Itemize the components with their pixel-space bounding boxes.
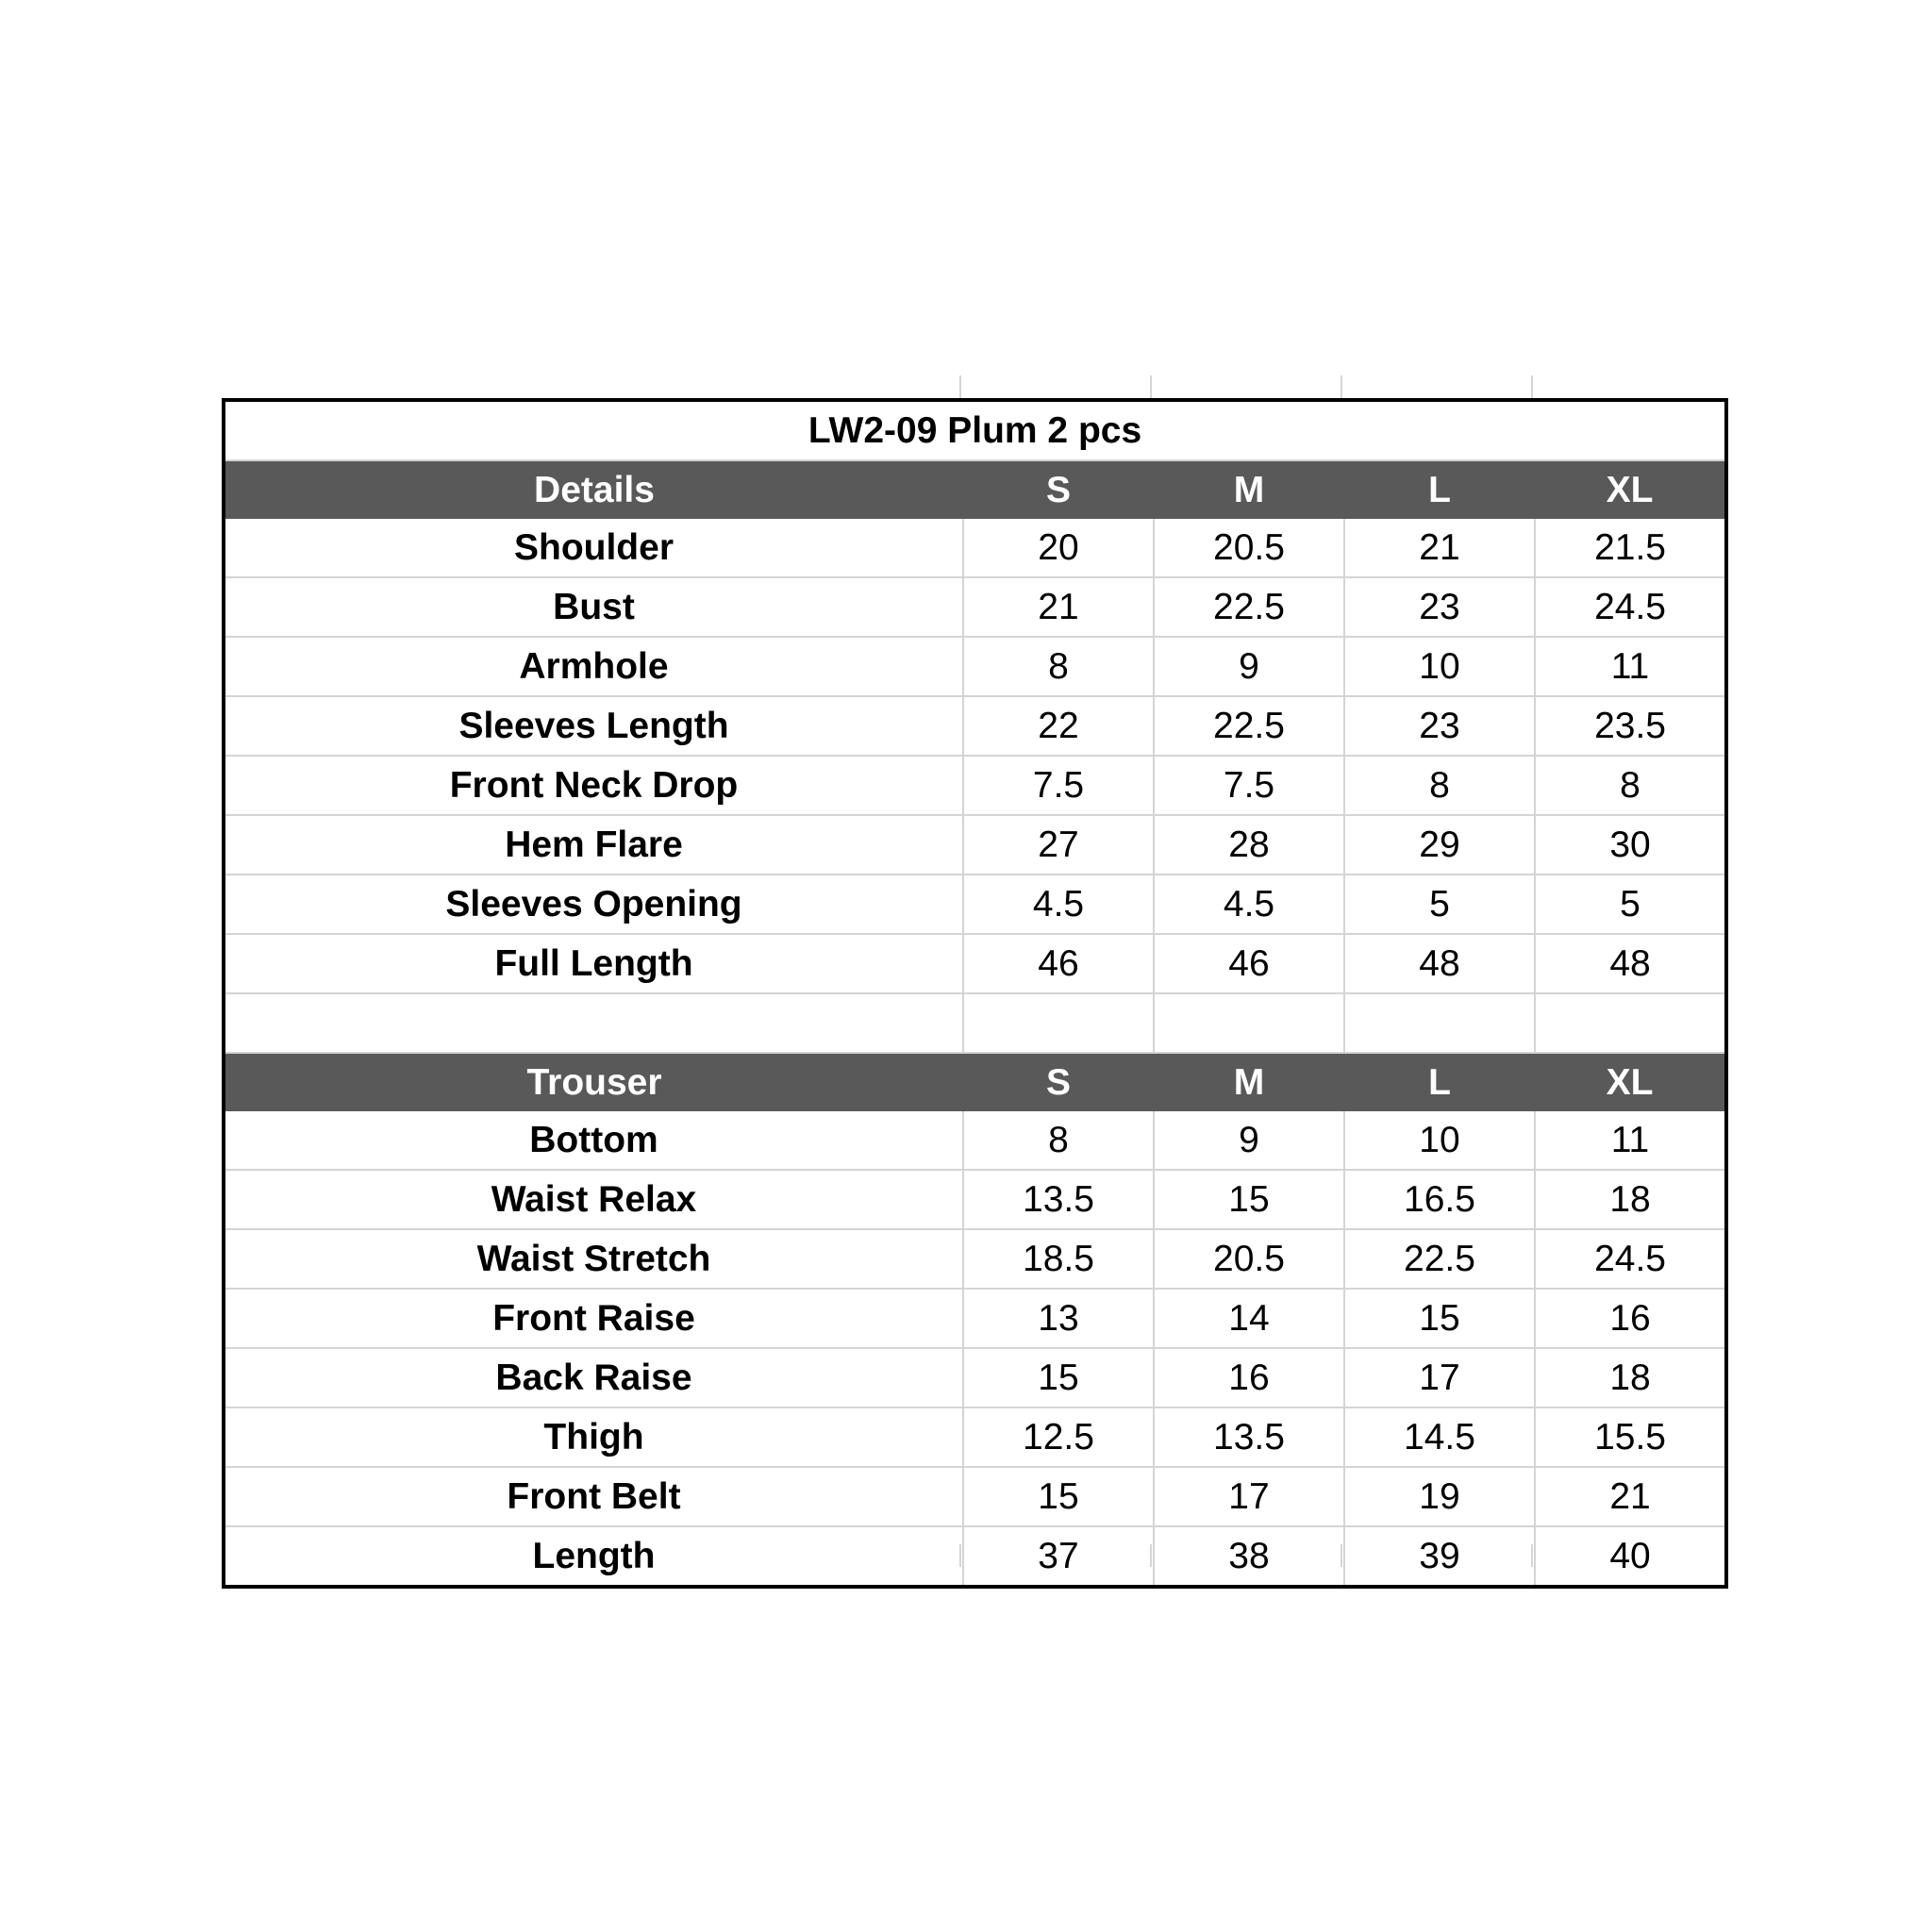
measurement-value: 21 <box>1344 519 1535 577</box>
measurement-value: 13.5 <box>1154 1407 1344 1467</box>
measurement-value: 5 <box>1344 874 1535 934</box>
measurement-value: 15 <box>963 1348 1154 1407</box>
measurement-value: 5 <box>1535 874 1726 934</box>
table-row <box>224 1111 1726 1170</box>
measurement-value: 15 <box>1344 1289 1535 1348</box>
measurement-value: 20.5 <box>1154 1229 1344 1289</box>
measurement-label: Length <box>224 1526 963 1587</box>
measurement-value: 48 <box>1344 934 1535 993</box>
table-row <box>224 874 1726 934</box>
measurement-value: 14.5 <box>1344 1407 1535 1467</box>
size-header-cell: L <box>1344 1053 1535 1111</box>
measurement-label: Bottom <box>224 1111 963 1170</box>
measurement-label: Shoulder <box>224 519 963 577</box>
empty-cell <box>1154 993 1344 1053</box>
gridline-stub <box>959 375 961 400</box>
measurement-value: 10 <box>1344 637 1535 696</box>
measurement-value: 16.5 <box>1344 1170 1535 1229</box>
size-header-cell: S <box>963 1053 1154 1111</box>
measurement-label: Bust <box>224 577 963 637</box>
measurement-value: 38 <box>1154 1526 1344 1587</box>
measurement-value: 21 <box>963 577 1154 637</box>
measurement-value: 20 <box>963 519 1154 577</box>
measurement-value: 4.5 <box>1154 874 1344 934</box>
measurement-label: Waist Relax <box>224 1170 963 1229</box>
measurement-value: 11 <box>1535 1111 1726 1170</box>
measurement-value: 14 <box>1154 1289 1344 1348</box>
measurement-value: 29 <box>1344 815 1535 874</box>
measurement-label: Full Length <box>224 934 963 993</box>
section-header-label: Trouser <box>224 1053 963 1111</box>
measurement-value: 15.5 <box>1535 1407 1726 1467</box>
size-header-cell: L <box>1344 460 1535 519</box>
measurement-value: 30 <box>1535 815 1726 874</box>
measurement-value: 23 <box>1344 696 1535 756</box>
measurement-value: 22 <box>963 696 1154 756</box>
title-row <box>224 400 1726 460</box>
measurement-value: 46 <box>1154 934 1344 993</box>
measurement-value: 18.5 <box>963 1229 1154 1289</box>
measurement-value: 16 <box>1154 1348 1344 1407</box>
measurement-value: 23.5 <box>1535 696 1726 756</box>
measurement-value: 22.5 <box>1154 696 1344 756</box>
measurement-value: 4.5 <box>963 874 1154 934</box>
table-row <box>224 934 1726 993</box>
measurement-value: 21.5 <box>1535 519 1726 577</box>
section-header-row <box>224 460 1726 519</box>
measurement-value: 8 <box>1535 756 1726 815</box>
measurement-label: Sleeves Length <box>224 696 963 756</box>
measurement-value: 11 <box>1535 637 1726 696</box>
empty-cell <box>1535 993 1726 1053</box>
measurement-value: 39 <box>1344 1526 1535 1587</box>
measurement-value: 19 <box>1344 1467 1535 1526</box>
section-header-label: Details <box>224 460 963 519</box>
measurement-value: 23 <box>1344 577 1535 637</box>
measurement-value: 16 <box>1535 1289 1726 1348</box>
measurement-label: Sleeves Opening <box>224 874 963 934</box>
measurement-value: 18 <box>1535 1170 1726 1229</box>
spacer-row <box>224 993 1726 1053</box>
measurement-value: 13.5 <box>963 1170 1154 1229</box>
size-chart-table <box>222 398 1728 1589</box>
empty-cell <box>963 993 1154 1053</box>
gridline-stub <box>1150 375 1152 400</box>
measurement-value: 48 <box>1535 934 1726 993</box>
measurement-value: 8 <box>1344 756 1535 815</box>
measurement-label: Front Belt <box>224 1467 963 1526</box>
measurement-value: 10 <box>1344 1111 1535 1170</box>
measurement-value: 24.5 <box>1535 577 1726 637</box>
measurement-label: Hem Flare <box>224 815 963 874</box>
measurement-value: 7.5 <box>963 756 1154 815</box>
size-header-cell: M <box>1154 1053 1344 1111</box>
size-header-cell: XL <box>1535 1053 1726 1111</box>
measurement-label: Front Neck Drop <box>224 756 963 815</box>
table-row <box>224 1467 1726 1526</box>
measurement-value: 7.5 <box>1154 756 1344 815</box>
table-row <box>224 1526 1726 1587</box>
measurement-value: 46 <box>963 934 1154 993</box>
measurement-value: 9 <box>1154 1111 1344 1170</box>
table-row <box>224 1289 1726 1348</box>
measurement-value: 24.5 <box>1535 1229 1726 1289</box>
table-row <box>224 756 1726 815</box>
measurement-value: 40 <box>1609 1535 1651 1576</box>
table-row <box>224 1170 1726 1229</box>
measurement-value: 12.5 <box>963 1407 1154 1467</box>
size-chart-body <box>224 400 1726 1587</box>
table-row <box>224 1407 1726 1467</box>
measurement-label: Armhole <box>224 637 963 696</box>
measurement-value: 28 <box>1154 815 1344 874</box>
measurement-value: 18 <box>1535 1348 1726 1407</box>
measurement-value: 17 <box>1344 1348 1535 1407</box>
table-row <box>224 1348 1726 1407</box>
measurement-value: 17 <box>1154 1467 1344 1526</box>
measurement-value: 21 <box>1535 1467 1726 1526</box>
section-header-row <box>224 1053 1726 1111</box>
size-header-cell: XL <box>1535 460 1726 519</box>
measurement-label: Thigh <box>224 1407 963 1467</box>
table-title: LW2-09 Plum 2 pcs <box>224 400 1726 460</box>
measurement-value: 22.5 <box>1154 577 1344 637</box>
table-row <box>224 815 1726 874</box>
gridline-stub <box>1531 375 1533 400</box>
measurement-value: 15 <box>963 1467 1154 1526</box>
empty-cell <box>1344 993 1535 1053</box>
measurement-value: 22.5 <box>1344 1229 1535 1289</box>
table-row <box>224 696 1726 756</box>
measurement-label: Back Raise <box>224 1348 963 1407</box>
measurement-value: 9 <box>1154 637 1344 696</box>
measurement-value: 27 <box>963 815 1154 874</box>
size-header-cell: M <box>1154 460 1344 519</box>
table-row <box>224 637 1726 696</box>
measurement-label: Front Raise <box>224 1289 963 1348</box>
measurement-value: 15 <box>1154 1170 1344 1229</box>
measurement-value: 8 <box>963 1111 1154 1170</box>
measurement-label: Waist Stretch <box>224 1229 963 1289</box>
gridline-stub <box>1341 375 1342 400</box>
measurement-value: 8 <box>963 637 1154 696</box>
measurement-value: 37 <box>963 1526 1154 1587</box>
table-row <box>224 519 1726 577</box>
measurement-value: 13 <box>963 1289 1154 1348</box>
table-row <box>224 1229 1726 1289</box>
table-row <box>224 577 1726 637</box>
size-header-cell: S <box>963 460 1154 519</box>
measurement-value: 20.5 <box>1154 519 1344 577</box>
empty-cell <box>224 993 963 1053</box>
